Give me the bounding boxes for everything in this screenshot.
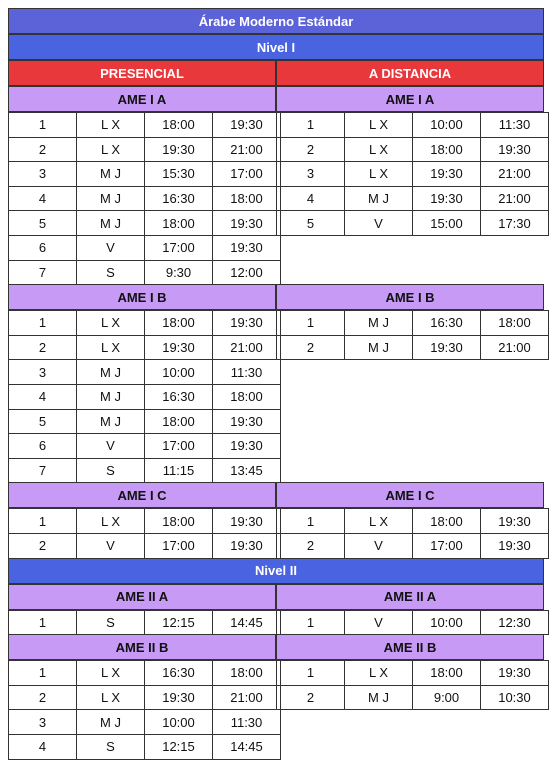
group-number: 1 (9, 610, 77, 635)
start-time: 10:00 (413, 610, 481, 635)
end-time: 19:30 (213, 113, 281, 138)
group-number: 6 (9, 434, 77, 459)
days: L X (77, 685, 145, 710)
distancia-table-block (276, 634, 544, 710)
presencial-table-block (8, 584, 276, 636)
level-header: Nivel I (8, 34, 544, 60)
distancia-table-block (276, 584, 544, 636)
days: V (77, 434, 145, 459)
table-row (277, 335, 549, 360)
group-number: 2 (277, 137, 345, 162)
table-row (277, 685, 549, 710)
start-time: 10:00 (413, 113, 481, 138)
days: M J (77, 384, 145, 409)
end-time: 11:30 (481, 113, 549, 138)
end-time: 18:00 (213, 186, 281, 211)
group-number: 2 (9, 335, 77, 360)
table-row (9, 211, 281, 236)
group-number: 5 (9, 409, 77, 434)
end-time: 19:30 (213, 434, 281, 459)
group-number: 2 (277, 335, 345, 360)
presencial-table-block (8, 482, 276, 558)
start-time: 9:00 (413, 685, 481, 710)
start-time: 16:30 (145, 186, 213, 211)
end-time: 12:30 (481, 610, 549, 635)
end-time: 19:30 (213, 533, 281, 558)
table-row (9, 610, 281, 635)
start-time: 15:00 (413, 211, 481, 236)
end-time: 19:30 (481, 509, 549, 534)
start-time: 19:30 (145, 685, 213, 710)
group-header-presencial: AME I A (8, 86, 276, 112)
start-time: 18:00 (413, 137, 481, 162)
group-header-presencial: AME I C (8, 482, 276, 508)
start-time: 18:00 (145, 211, 213, 236)
presencial-table (8, 508, 281, 558)
start-time: 19:30 (413, 162, 481, 187)
distancia-table-block (276, 482, 544, 558)
days: L X (345, 661, 413, 686)
group-number: 1 (277, 311, 345, 336)
end-time: 19:30 (213, 235, 281, 260)
table-row (277, 533, 549, 558)
table-row (9, 434, 281, 459)
start-time: 12:15 (145, 610, 213, 635)
end-time: 14:45 (213, 610, 281, 635)
end-time: 19:30 (213, 211, 281, 236)
days: V (77, 235, 145, 260)
table-row (277, 162, 549, 187)
distancia-table-block (276, 86, 544, 236)
group-number: 3 (9, 360, 77, 385)
start-time: 16:30 (145, 384, 213, 409)
table-row (277, 311, 549, 336)
group-header-presencial: AME I B (8, 284, 276, 310)
days: M J (77, 360, 145, 385)
start-time: 16:30 (145, 661, 213, 686)
start-time: 9:30 (145, 260, 213, 285)
start-time: 18:00 (413, 661, 481, 686)
start-time: 19:30 (413, 186, 481, 211)
table-row (9, 509, 281, 534)
group-header-distancia: AME I B (276, 284, 544, 310)
group-number: 4 (9, 186, 77, 211)
mode-presencial-block (8, 60, 276, 86)
presencial-table (8, 112, 281, 285)
group-header-distancia: AME I A (276, 86, 544, 112)
group-number: 1 (9, 311, 77, 336)
end-time: 21:00 (213, 137, 281, 162)
table-row (9, 734, 281, 759)
start-time: 16:30 (413, 311, 481, 336)
table-row (277, 610, 549, 635)
table-row (9, 186, 281, 211)
group-number: 4 (9, 384, 77, 409)
start-time: 19:30 (145, 335, 213, 360)
table-row (9, 137, 281, 162)
group-number: 7 (9, 458, 77, 483)
start-time: 15:30 (145, 162, 213, 187)
start-time: 18:00 (413, 509, 481, 534)
distancia-table (276, 610, 549, 636)
table-row (9, 360, 281, 385)
distancia-table (276, 508, 549, 558)
days: M J (345, 335, 413, 360)
end-time: 19:30 (213, 311, 281, 336)
days: V (345, 610, 413, 635)
days: S (77, 260, 145, 285)
table-row (277, 661, 549, 686)
table-row (9, 335, 281, 360)
table-row (9, 384, 281, 409)
table-row (9, 710, 281, 735)
group-number: 5 (9, 211, 77, 236)
level-header: Nivel II (8, 558, 544, 584)
end-time: 18:00 (481, 311, 549, 336)
group-number: 5 (277, 211, 345, 236)
start-time: 19:30 (413, 335, 481, 360)
end-time: 19:30 (481, 533, 549, 558)
end-time: 10:30 (481, 685, 549, 710)
end-time: 19:30 (213, 509, 281, 534)
table-row (277, 113, 549, 138)
end-time: 19:30 (481, 661, 549, 686)
end-time: 19:30 (481, 137, 549, 162)
end-time: 17:00 (213, 162, 281, 187)
start-time: 11:15 (145, 458, 213, 483)
group-header-distancia: AME II B (276, 634, 544, 660)
days: L X (345, 162, 413, 187)
start-time: 18:00 (145, 113, 213, 138)
days: L X (77, 661, 145, 686)
end-time: 21:00 (213, 685, 281, 710)
days: L X (77, 335, 145, 360)
distancia-table (276, 310, 549, 360)
distancia-table-block (276, 284, 544, 360)
end-time: 18:00 (213, 384, 281, 409)
group-number: 6 (9, 235, 77, 260)
group-number: 1 (9, 113, 77, 138)
end-time: 21:00 (481, 335, 549, 360)
table-row (277, 186, 549, 211)
group-number: 1 (277, 113, 345, 138)
end-time: 19:30 (213, 409, 281, 434)
group-number: 4 (9, 734, 77, 759)
days: L X (345, 113, 413, 138)
days: M J (77, 211, 145, 236)
days: L X (77, 311, 145, 336)
group-number: 3 (277, 162, 345, 187)
page-title: Árabe Moderno Estándar (8, 8, 544, 34)
presencial-table-block (8, 284, 276, 483)
group-number: 1 (277, 509, 345, 534)
table-row (9, 661, 281, 686)
group-header-distancia: AME I C (276, 482, 544, 508)
group-header-presencial: AME II A (8, 584, 276, 610)
group-number: 4 (277, 186, 345, 211)
group-number: 1 (9, 509, 77, 534)
table-row (277, 211, 549, 236)
days: L X (345, 137, 413, 162)
start-time: 17:00 (145, 533, 213, 558)
end-time: 17:30 (481, 211, 549, 236)
group-number: 1 (277, 610, 345, 635)
days: S (77, 610, 145, 635)
days: M J (345, 186, 413, 211)
group-number: 2 (9, 533, 77, 558)
mode-header-presencial: PRESENCIAL (8, 60, 276, 86)
days: L X (77, 113, 145, 138)
presencial-table (8, 660, 281, 759)
start-time: 18:00 (145, 311, 213, 336)
presencial-table-block (8, 86, 276, 285)
group-number: 2 (277, 533, 345, 558)
mode-header-distancia: A DISTANCIA (276, 60, 544, 86)
start-time: 18:00 (145, 509, 213, 534)
start-time: 12:15 (145, 734, 213, 759)
end-time: 14:45 (213, 734, 281, 759)
presencial-table-block (8, 634, 276, 759)
table-row (9, 235, 281, 260)
start-time: 19:30 (145, 137, 213, 162)
end-time: 21:00 (481, 162, 549, 187)
start-time: 10:00 (145, 360, 213, 385)
mode-distancia-block (276, 60, 544, 86)
start-time: 10:00 (145, 710, 213, 735)
days: M J (345, 685, 413, 710)
group-header-presencial: AME II B (8, 634, 276, 660)
table-row (277, 137, 549, 162)
table-row (9, 533, 281, 558)
start-time: 17:00 (145, 235, 213, 260)
table-row (9, 113, 281, 138)
table-row (9, 311, 281, 336)
days: S (77, 458, 145, 483)
end-time: 18:00 (213, 661, 281, 686)
days: L X (345, 509, 413, 534)
group-header-distancia: AME II A (276, 584, 544, 610)
days: V (345, 211, 413, 236)
days: M J (77, 710, 145, 735)
presencial-table (8, 610, 281, 636)
group-number: 1 (9, 661, 77, 686)
group-number: 3 (9, 162, 77, 187)
end-time: 11:30 (213, 360, 281, 385)
table-row (9, 685, 281, 710)
group-number: 2 (277, 685, 345, 710)
group-number: 1 (277, 661, 345, 686)
end-time: 21:00 (213, 335, 281, 360)
presencial-table (8, 310, 281, 483)
table-row (277, 509, 549, 534)
group-number: 3 (9, 710, 77, 735)
start-time: 17:00 (413, 533, 481, 558)
end-time: 12:00 (213, 260, 281, 285)
days: V (345, 533, 413, 558)
end-time: 11:30 (213, 710, 281, 735)
end-time: 21:00 (481, 186, 549, 211)
days: L X (77, 137, 145, 162)
days: M J (77, 162, 145, 187)
distancia-table (276, 660, 549, 710)
table-row (9, 260, 281, 285)
days: V (77, 533, 145, 558)
end-time: 13:45 (213, 458, 281, 483)
days: M J (77, 186, 145, 211)
days: L X (77, 509, 145, 534)
distancia-table (276, 112, 549, 236)
start-time: 18:00 (145, 409, 213, 434)
days: S (77, 734, 145, 759)
table-row (9, 458, 281, 483)
group-number: 2 (9, 685, 77, 710)
table-row (9, 409, 281, 434)
days: M J (77, 409, 145, 434)
start-time: 17:00 (145, 434, 213, 459)
group-number: 7 (9, 260, 77, 285)
days: M J (345, 311, 413, 336)
group-number: 2 (9, 137, 77, 162)
table-row (9, 162, 281, 187)
